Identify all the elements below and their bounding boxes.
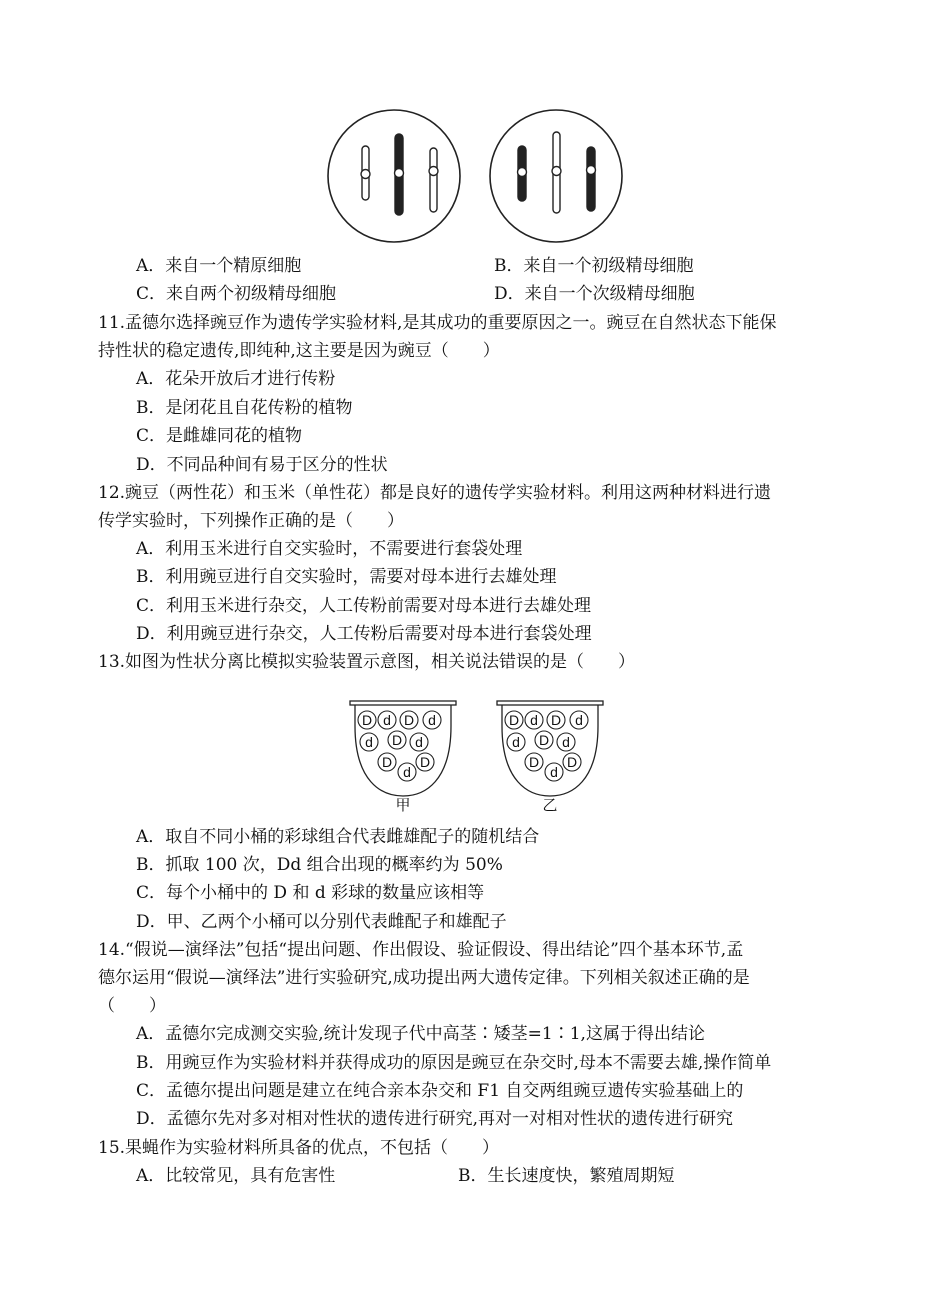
ball-label: D <box>381 754 393 770</box>
option-text: 是雌雄同花的植物 <box>166 426 303 446</box>
centromere <box>395 169 404 178</box>
ball-label: D <box>419 754 431 770</box>
option-letter: B． <box>136 567 166 587</box>
q14-stem-line-1: 14.“假说—演绎法”包括“提出问题、作出假设、验证假设、得出结论”四个基本环节,孟 <box>98 940 744 960</box>
option-text: 花朵开放后才进行传粉 <box>165 369 336 389</box>
option-text: 孟德尔先对多对相对性状的遗传进行研究,再对一对相对性状的遗传进行研究 <box>166 1109 734 1129</box>
q13-option-a <box>136 827 539 847</box>
option-text: 是闭花且自花传粉的植物 <box>165 398 353 418</box>
ball-label: D <box>538 732 550 748</box>
ball-label: d <box>365 734 373 750</box>
q14-option-b <box>136 1053 771 1073</box>
option-letter: B． <box>136 1053 166 1073</box>
centromere <box>361 170 370 179</box>
centromere <box>518 168 527 177</box>
q15-option-a <box>136 1166 335 1186</box>
option-text: 生长速度快，繁殖周期短 <box>487 1166 675 1186</box>
q10-option-c <box>136 284 336 304</box>
option-text: 孟德尔完成测交实验,统计发现子代中高茎∶矮茎=1∶1,这属于得出结论 <box>165 1024 705 1044</box>
q11-stem-line-2: 持性状的稳定遗传,即纯种,这主要是因为豌豆（ ） <box>98 341 500 361</box>
option-letter: D． <box>136 1109 167 1129</box>
q10-chromosome-figure <box>320 108 640 248</box>
option-letter: A． <box>136 369 166 389</box>
ball-label: d <box>512 734 520 750</box>
q12-option-d <box>136 624 592 644</box>
q11-option-a <box>136 369 335 389</box>
ball-label: D <box>391 732 403 748</box>
option-letter: A． <box>136 827 166 847</box>
option-text: 不同品种间有易于区分的性状 <box>166 455 388 475</box>
q13-stem-line-1: 13.如图为性状分离比模拟实验装置示意图，相关说法错误的是（ ） <box>98 652 636 672</box>
ball-label: D <box>361 712 373 728</box>
option-letter: D． <box>136 624 167 644</box>
option-text: 取自不同小桶的彩球组合代表雌雄配子的随机结合 <box>165 827 540 847</box>
option-letter: C． <box>136 883 167 903</box>
ball-label: d <box>530 712 538 728</box>
option-letter: A． <box>136 1166 166 1186</box>
q15-stem-line-1: 15.果蝇作为实验材料所具备的优点，不包括（ ） <box>98 1138 500 1158</box>
option-text: 每个小桶中的 D 和 d 彩球的数量应该相等 <box>166 883 485 903</box>
option-letter: B． <box>136 398 166 418</box>
q12-option-b <box>136 567 557 587</box>
option-text: 甲、乙两个小桶可以分别代表雌配子和雄配子 <box>166 912 507 932</box>
option-letter: D． <box>136 912 167 932</box>
q10-option-d <box>494 284 695 304</box>
ball-label: D <box>550 712 562 728</box>
q14-option-a <box>136 1024 705 1044</box>
ball-label: d <box>550 764 558 780</box>
ball-label: D <box>508 712 520 728</box>
option-letter: A． <box>136 1024 166 1044</box>
q14-option-c <box>136 1081 743 1101</box>
chromosome-white <box>430 148 437 212</box>
option-letter: D． <box>136 455 167 475</box>
bucket-jia <box>350 701 456 814</box>
option-letter: A． <box>136 539 166 559</box>
ball-label: d <box>428 712 436 728</box>
option-letter: B． <box>494 256 524 276</box>
q14-option-d <box>136 1109 733 1129</box>
option-letter: D． <box>494 284 525 304</box>
q12-option-a <box>136 539 522 559</box>
ball-label: d <box>575 712 583 728</box>
option-letter: C． <box>136 426 167 446</box>
q11-option-b <box>136 398 353 418</box>
option-text: 利用豌豆进行自交实验时，需要对母本进行去雄处理 <box>165 567 557 587</box>
q11-option-d <box>136 455 388 475</box>
option-text: 利用玉米进行自交实验时，不需要进行套袋处理 <box>165 539 523 559</box>
q13-option-d <box>136 912 507 932</box>
q12-option-c <box>136 596 591 616</box>
chromosome-black <box>587 147 595 211</box>
q13-option-b <box>136 855 503 875</box>
bucket-label: 乙 <box>542 797 558 814</box>
ball-label: D <box>403 712 415 728</box>
bucket-yi <box>497 701 603 814</box>
bucket-lid <box>497 701 603 705</box>
q14-stem-line-3: （ ） <box>98 996 166 1016</box>
centromere <box>587 166 596 175</box>
option-text: 来自一个初级精母细胞 <box>523 256 694 276</box>
cell-left <box>328 110 460 242</box>
option-letter: A． <box>136 256 166 276</box>
q12-stem-line-1: 12.豌豆（两性花）和玉米（单性花）都是良好的遗传学实验材料。利用这两种材料进行遗 <box>98 483 772 503</box>
option-text: 来自一个次级精母细胞 <box>524 284 695 304</box>
q11-stem-line-1: 11.孟德尔选择豌豆作为遗传学实验材料,是其成功的重要原因之一。豌豆在自然状态下能保 <box>98 313 777 333</box>
option-letter: B． <box>458 1166 488 1186</box>
option-text: 来自一个精原细胞 <box>165 256 302 276</box>
q13-option-c <box>136 883 484 903</box>
option-letter: C． <box>136 596 167 616</box>
bucket-lid <box>350 701 456 705</box>
option-letter: B． <box>136 855 166 875</box>
option-letter: C． <box>136 1081 167 1101</box>
centromere <box>429 167 438 176</box>
bucket-label: 甲 <box>395 797 411 814</box>
ball-label: D <box>566 754 578 770</box>
ball-label: d <box>383 712 391 728</box>
ball-label: d <box>562 734 570 750</box>
q10-option-a <box>136 256 301 276</box>
option-text: 利用玉米进行杂交，人工传粉前需要对母本进行去雄处理 <box>166 596 592 616</box>
ball-label: d <box>403 764 411 780</box>
option-text: 孟德尔提出问题是建立在纯合亲本杂交和 F1 自交两组豌豆遗传实验基础上的 <box>166 1081 744 1101</box>
centromere <box>552 167 561 176</box>
q12-stem-line-2: 传学实验时，下列操作正确的是（ ） <box>98 511 404 531</box>
option-text: 抓取 100 次，Dd 组合出现的概率约为 50% <box>165 855 503 875</box>
q10-option-b <box>494 256 694 276</box>
q14-stem-line-2: 德尔运用“假说—演绎法”进行实验研究,成功提出两大遗传定律。下列相关叙述正确的是 <box>98 968 750 988</box>
option-text: 用豌豆作为实验材料并获得成功的原因是豌豆在杂交时,母本不需要去雄,操作简单 <box>165 1053 772 1073</box>
option-text: 利用豌豆进行杂交，人工传粉后需要对母本进行套袋处理 <box>166 624 592 644</box>
q15-option-b <box>458 1166 675 1186</box>
q11-option-c <box>136 426 302 446</box>
ball-label: d <box>415 734 423 750</box>
option-letter: C． <box>136 284 167 304</box>
q13-bucket-figure <box>345 696 615 820</box>
option-text: 来自两个初级精母细胞 <box>166 284 337 304</box>
option-text: 比较常见，具有危害性 <box>165 1166 336 1186</box>
ball-label: D <box>528 754 540 770</box>
